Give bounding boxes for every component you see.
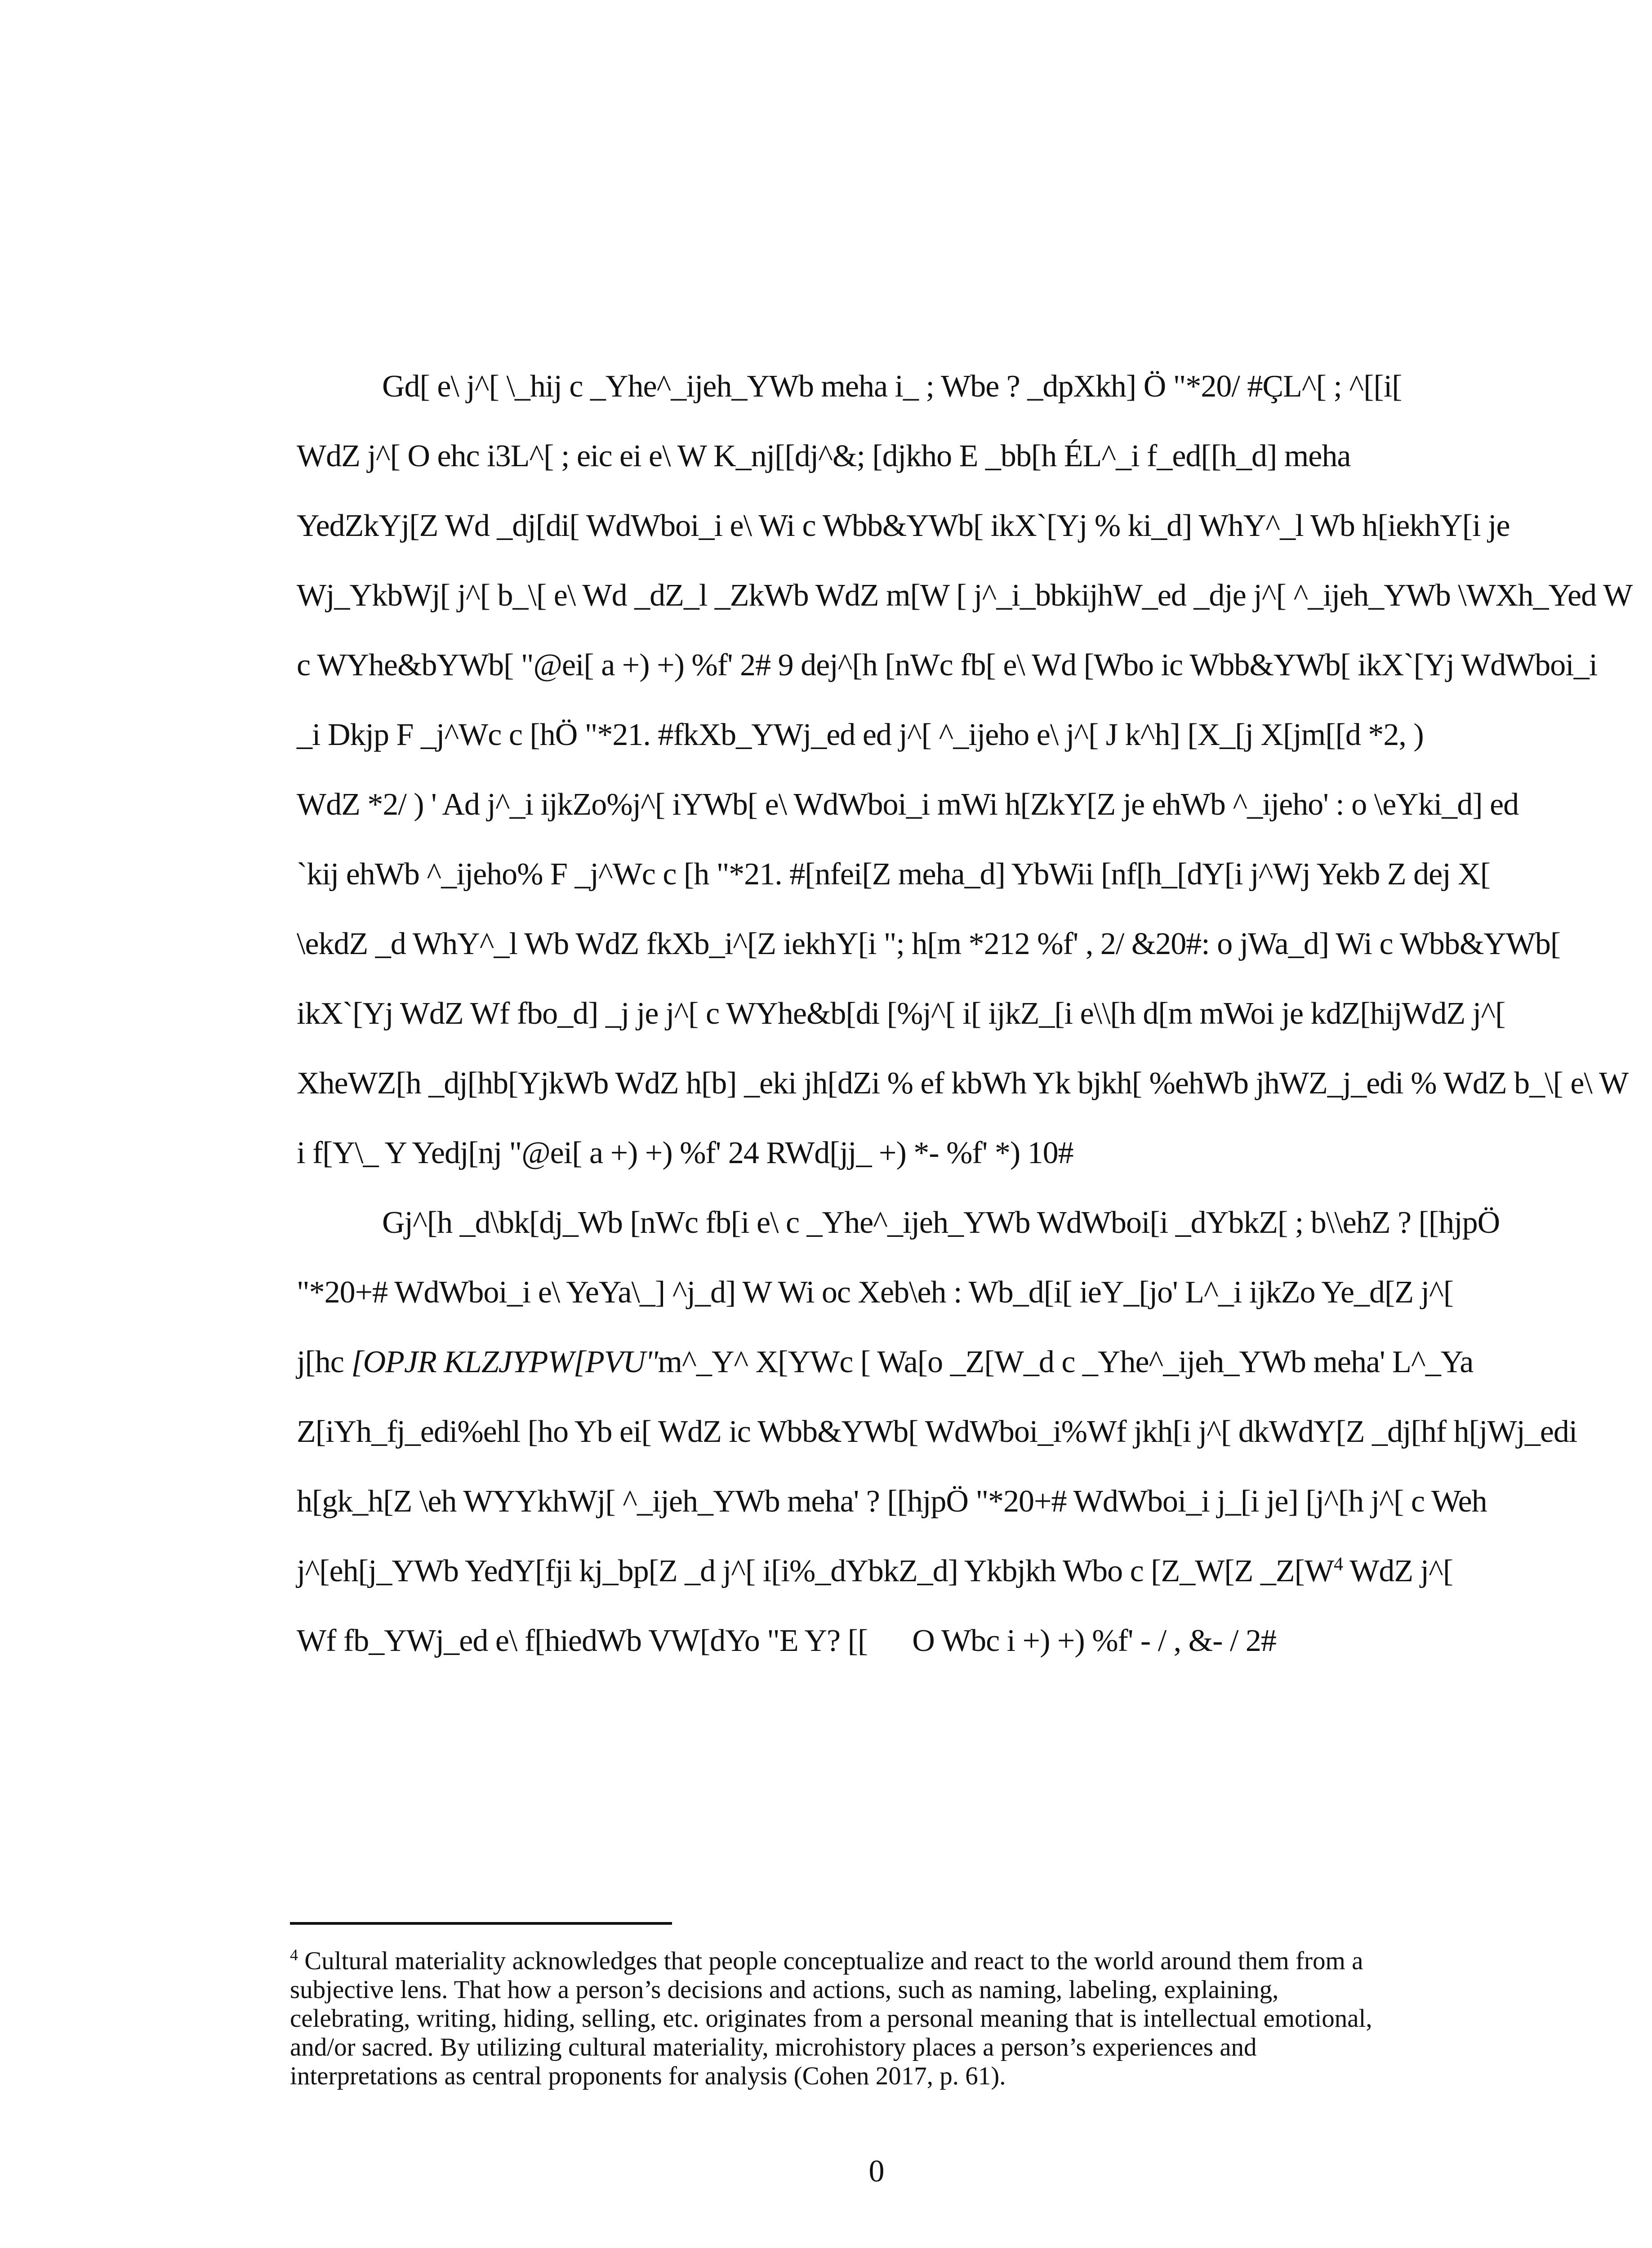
paragraph-1-line: WdZ j^[ O ehc i3L^[ ; eic ei e\ W K_nj[[dj^&; [djkho E _bb[h ÉL^_i f_ed[[h_d] meha [297, 439, 1351, 473]
paragraph-2-line [297, 1344, 1474, 1380]
paragraph-1-line: Gd[ e\ j^[ \_hij c _Yhe^_ijeh_YWb meha i_ ; Wbe ? _dpXkh] Ö "*20/ #ÇL^[ ; ^[[i[ [382, 369, 1402, 404]
paragraph-1-line: \ekdZ _d WhY^_l Wb WdZ fkXb_i^[Z iekhY[i "; h[m *212 %f' , 2/ &20#: o jWa_d] Wi c Wbb&YWb[ [297, 927, 1561, 961]
line-text: m^_Y^ X[YWc [ Wa[o _Z[W_d c _Yhe^_ijeh_YWb meha' L^_Ya [658, 1345, 1474, 1379]
paragraph-1-line: XheWZ[h _dj[hb[YjkWb WdZ h[b] _eki jh[dZi % ef kbWh Yk bjkh[ %ehWb jhWZ_j_edi % WdZ b_\[ e\ W [297, 1066, 1629, 1101]
footnote-text: Cultural materiality acknowledges that people conceptualize and react to the world around them from a subjective lens. That how a person’s decisions and actions, such as naming, labeling, explaining, celebrating, writing, hiding, selling, etc. originates from a personal meaning that is intellectual emotional, and/or sacred. By utilizing cultural materiality, microhistory places a person’s experiences and interpretations as central proponents for analysis (Cohen 2017, p. 61). [290, 1947, 1372, 2090]
paragraph-2-line: h[gk_h[Z \eh WYYkhWj[ ^_ijeh_YWb meha' ? [[hjpÖ "*20+# WdWboi_i j_[i je] [j^[h j^[ c Weh [297, 1484, 1487, 1519]
paragraph-2-line [297, 1553, 1453, 1589]
line-text: j^[eh[j_YWb YedY[fji kj_bp[Z _d j^[ i[i%_dYbkZ_d] Ykbjkh Wbo c [Z_W[Z _Z[W [297, 1554, 1334, 1588]
paragraph-1-line: Wj_YkbWj[ j^[ b_\[ e\ Wd _dZ_l _ZkWb WdZ m[W [ j^_i_bbkijhW_ed _dje j^[ ^_ijeh_YWb \WXh_Yed W [297, 578, 1633, 613]
paragraph-1-line: WdZ *2/ ) ' Ad j^_i ijkZo%j^[ iYWb[ e\ WdWboi_i mWi h[ZkY[Z je ehWb ^_ijeho' : o \eYki_d] ed [297, 787, 1519, 822]
paragraph-2-line: Gj^[h _d\bk[dj_Wb [nWc fb[i e\ c _Yhe^_ijeh_YWb WdWboi[i _dYbkZ[ ; b\\ehZ ? [[hjpÖ [382, 1205, 1500, 1240]
footnote-number: 4 [290, 1946, 298, 1964]
paragraph-1-line: YedZkYj[Z Wd _dj[di[ WdWboi_i e\ Wi c Wbb&YWb[ ikX`[Yj % ki_d] WhY^_l Wb h[iekhY[i je [297, 508, 1510, 543]
paragraph-1-line: _i Dkjp F _j^Wc c [hÖ "*21. #fkXb_YWj_ed ed j^[ ^_ijeho e\ j^[ J k^h] [X_[j X[jm[[d *2, ) [297, 718, 1424, 752]
paragraph-1-line: i f[Y\_ Y Yedj[nj "@ei[ a +) +) %f' 24 RWd[jj_ +) *- %f' *) 10# [297, 1136, 1073, 1170]
footnote-reference[interactable]: 4 [1334, 1554, 1343, 1575]
paragraph-2-line: Z[iYh_fj_edi%ehl [ho Yb ei[ WdZ ic Wbb&YWb[ WdWboi_i%Wf jkh[i j^[ dkWdY[Z _dj[hf h[jWj_edi [297, 1414, 1577, 1449]
italic-term: [OPJR KLZJYPW[PVU" [351, 1345, 658, 1379]
paragraph-1-line: ikX`[Yj WdZ Wf fbo_d] _j je j^[ c WYhe&b[di [%j^[ i[ ijkZ_[i e\\[h d[m mWoi je kdZ[hijWdZ j^[ [297, 996, 1505, 1031]
paragraph-1-line: c WYhe&bYWb[ "@ei[ a +) +) %f' 2# 9 dej^[h [nWc fb[ e\ Wd [Wbo ic Wbb&YWb[ ikX`[Yj WdWboi_i [297, 648, 1598, 682]
paragraph-2-line: Wf fb_YWj_ed e\ f[hiedWb VW[dYo "E Y? [[ O Wbc i +) +) %f' - / , &- / 2# [297, 1624, 1276, 1658]
footnote [290, 1947, 1387, 2091]
paragraph-2-line: "*20+# WdWboi_i e\ YeYa\_] ^j_d] W Wi oc Xeb\eh : Wb_d[i[ ieY_[jo' L^_i ijkZo Ye_d[Z j^[ [297, 1275, 1454, 1310]
line-text: j[hc [297, 1345, 352, 1379]
paragraph-1-line: `kij ehWb ^_ijeho% F _j^Wc c [h "*21. #[nfei[Z meha_d] YbWii [nf[h_[dY[i j^Wj Yekb Z dej X[ [297, 857, 1491, 892]
page-number: 0 [868, 2154, 885, 2189]
footnote-separator [290, 1922, 672, 1925]
line-text: WdZ j^[ [1343, 1554, 1453, 1588]
